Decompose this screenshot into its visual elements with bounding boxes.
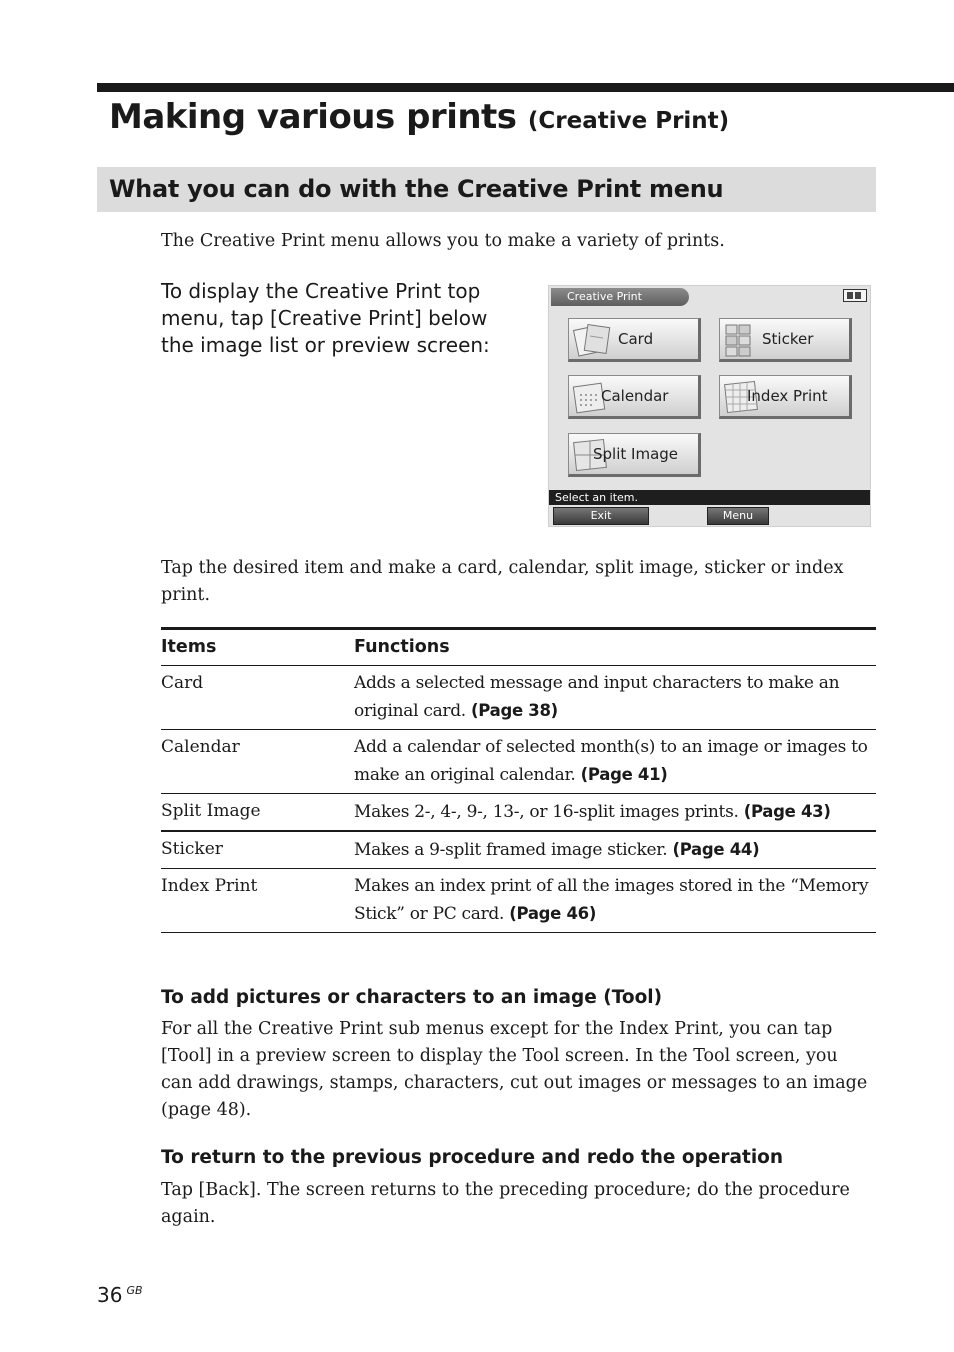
menu-button[interactable]: Menu — [707, 507, 769, 525]
table-row — [161, 869, 876, 933]
function-cell — [354, 869, 876, 933]
table-row — [161, 666, 876, 730]
functions-header: Functions — [354, 629, 876, 666]
exit-button[interactable]: Exit — [553, 507, 649, 525]
function-text: Makes an index print of all the images stored in the “Memory Stick” or PC card. — [354, 876, 869, 924]
item-cell: Calendar — [161, 730, 354, 794]
sticker-button[interactable] — [719, 318, 852, 362]
function-text: Add a calendar of selected month(s) to an image or images to make an original calendar. — [354, 737, 868, 785]
calendar-button[interactable] — [568, 375, 701, 419]
header-rule — [97, 83, 954, 92]
page-ref: (Page 38) — [471, 701, 558, 720]
function-cell — [354, 666, 876, 730]
table-row — [161, 794, 876, 832]
page-title-sub: (Creative Print) — [527, 108, 730, 134]
region-code: GB — [126, 1284, 143, 1297]
redo-body: Tap [Back]. The screen returns to the preceding procedure; do the procedure again. — [161, 1180, 850, 1227]
intro-text: The Creative Print menu allows you to make a variety of prints. — [161, 231, 725, 251]
page-ref: (Page 43) — [743, 802, 831, 821]
page-number: 36 — [97, 1283, 123, 1307]
screen-status: Select an item. — [549, 490, 870, 505]
section-band — [97, 167, 876, 212]
split-image-button-label: Split Image — [593, 445, 679, 463]
card-button-label: Card — [618, 330, 654, 348]
items-header: Items — [161, 629, 354, 666]
page-footer — [97, 1278, 143, 1308]
item-cell: Index Print — [161, 869, 354, 933]
split-image-button[interactable] — [568, 433, 701, 477]
function-cell — [354, 794, 876, 832]
sticker-icon — [723, 322, 767, 358]
item-cell: Split Image — [161, 794, 354, 832]
section-title: What you can do with the Creative Print menu — [109, 175, 724, 203]
page-ref: (Page 41) — [580, 765, 668, 784]
function-text: Makes 2-, 4-, 9-, 13-, or 16-split images prints. — [354, 802, 739, 822]
function-cell — [354, 730, 876, 794]
tool-heading: To add pictures or characters to an image (Tool) — [161, 987, 663, 1008]
table-row — [161, 831, 876, 869]
item-cell: Card — [161, 666, 354, 730]
function-cell — [354, 831, 876, 869]
table-header-row — [161, 629, 876, 666]
tool-body: For all the Creative Print sub menus except for the Index Print, you can tap [Tool] in a preview screen to display the Tool screen. In the Tool screen, you can add drawings, stamps, characters, cut out images or messages to an image (page 48). — [161, 1019, 868, 1120]
page-ref: (Page 44) — [672, 840, 760, 859]
page-title — [109, 96, 729, 142]
battery-icon — [843, 289, 867, 302]
page-title-main: Making various prints — [109, 97, 517, 137]
screen-tab: Creative Print — [551, 288, 689, 306]
item-cell: Sticker — [161, 831, 354, 869]
redo-heading: To return to the previous procedure and redo the operation — [161, 1147, 784, 1168]
index-print-button-label: Index Print — [747, 387, 828, 405]
howto-text: To display the Creative Print top menu, tap [Creative Print] below the image list or preview screen: — [161, 279, 490, 357]
card-button[interactable] — [568, 318, 701, 362]
sticker-button-label: Sticker — [762, 330, 814, 348]
function-text: Adds a selected message and input characters to make an original card. — [354, 673, 840, 721]
page-ref: (Page 46) — [509, 904, 597, 923]
creative-print-screen — [548, 285, 871, 527]
calendar-button-label: Calendar — [601, 387, 669, 405]
function-text: Makes a 9-split framed image sticker. — [354, 840, 668, 860]
card-icon — [572, 322, 616, 358]
after-text: Tap the desired item and make a card, calendar, split image, sticker or index print. — [161, 558, 844, 605]
index-print-button[interactable] — [719, 375, 852, 419]
functions-table — [161, 627, 876, 933]
table-row — [161, 730, 876, 794]
